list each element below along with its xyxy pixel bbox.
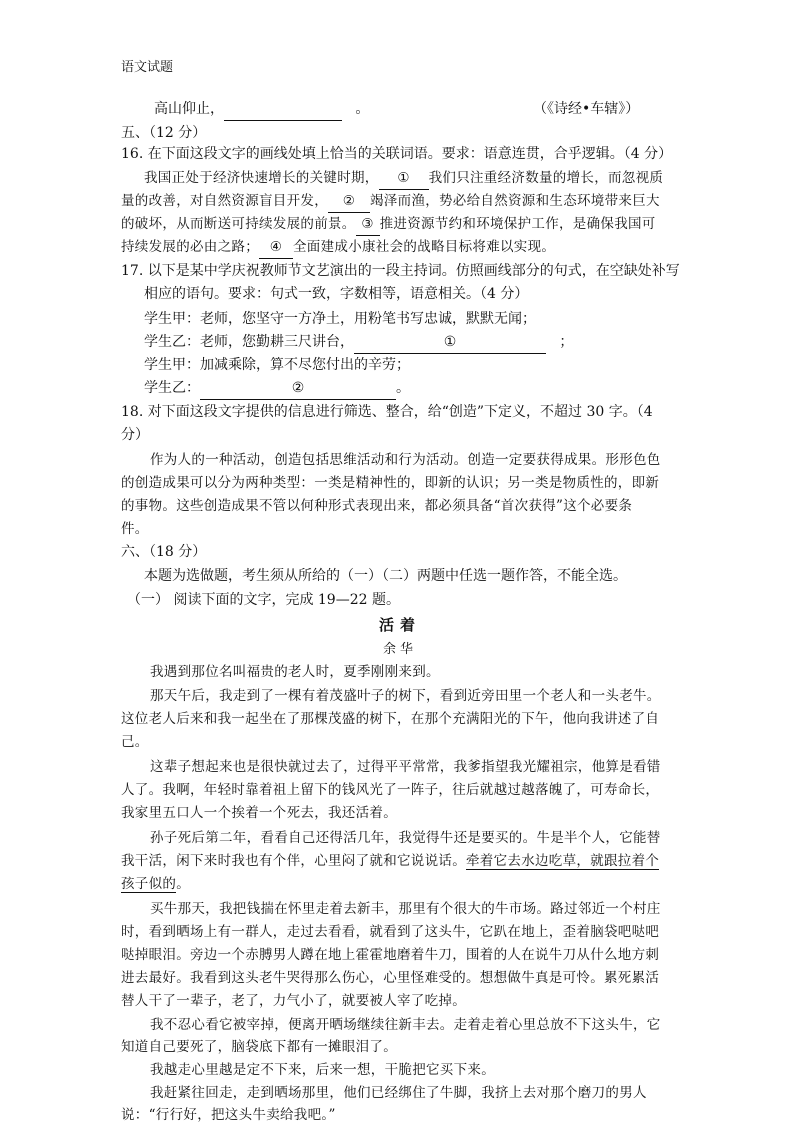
q17-student-b-1	[144, 331, 714, 354]
q17-student-b-2	[144, 377, 714, 400]
q16-text: 持续发展的必由之路；	[121, 239, 259, 255]
story-line: 孙子死后第二年，看看自己还得活几年，我觉得牛还是要买的。牛是半个人，它能替	[150, 830, 661, 846]
poem-suffix: 。	[355, 101, 370, 117]
q16-text: 的破坏，从而断送可持续发展的前景。	[121, 216, 356, 232]
story-line: 知道自己要死了，脑袋底下都有一摊眼泪了。	[121, 1039, 397, 1055]
q18-stem-1: 18. 对下面这段文字提供的信息进行筛选、整合，给“创造”下定义，不超过 30 字。（4	[121, 404, 653, 420]
q16-text: 竭泽而渔，势必给自然资源和生态环境带来巨大	[370, 193, 660, 209]
poem-source: （《诗经•车辖》）	[533, 101, 640, 117]
story-line: 这位老人后来和我一起坐在了那棵茂盛的树下，在那个充满阳光的下午，他向我讲述了自	[121, 711, 660, 727]
q16-line-2	[121, 190, 691, 213]
q16-text: 我国正处于经济快速增长的关键时期，	[144, 170, 379, 186]
q17-text: ；	[559, 334, 574, 350]
q18-stem-2: 分）	[121, 427, 149, 443]
story-line: 我遇到那位名叫福贵的老人时，夏季刚刚来到。	[150, 664, 440, 680]
story-line: 替人干了一辈子，老了，力气小了，就要被人宰了吃掉。	[121, 993, 466, 1009]
q16-blank-1[interactable]: ①	[379, 167, 429, 190]
story-line: 进去最好。我看到这头老牛哭得那么伤心，心里怪难受的。想想做牛真是可怜。累死累活	[121, 970, 660, 986]
q18-para-3: 的事物。这些创造成果不管以何种形式表现出来，都必须具备“首次获得”这个必要条	[121, 498, 633, 514]
story-line: 时，看到晒场上有一群人，走过去看看，就看到了这头牛，它趴在地上，歪着脑袋吧哒吧	[121, 924, 660, 940]
sub-question-1: （一） 阅读下面的文字，完成 19—22 题。	[127, 592, 400, 608]
story-line: 说：“行行好，把这头牛卖给我吧。”	[121, 1107, 336, 1123]
section-6-heading: 六、（18 分）	[121, 544, 207, 560]
story-line: 我赶紧往回走，走到晒场那里，他们已经绑住了牛脚，我挤上去对那个磨刀的男人	[150, 1085, 647, 1101]
q16-blank-3[interactable]: ③	[356, 213, 380, 236]
q17-text: 。	[396, 380, 410, 396]
q16-blank-2[interactable]: ②	[328, 190, 370, 213]
story-text: 。	[176, 876, 191, 892]
story-author: 余华	[382, 642, 417, 657]
poem-prefix: 高山仰止，	[154, 101, 224, 117]
story-line: 人了。我啊，年轻时靠着祖上留下的钱风光了一阵子，往后就越过越落魄了，可寿命长，	[121, 782, 660, 798]
underlined-sentence: 孩子似的	[121, 876, 177, 892]
poem-blank[interactable]	[224, 98, 342, 121]
q17-student-a-2: 学生甲：加减乘除，算不尽您付出的辛劳；	[144, 357, 410, 373]
section-6-intro: 本题为选做题，考生须从所给的（一）（二）两题中任选一题作答，不能全选。	[144, 568, 627, 584]
q16-line-4	[121, 236, 691, 259]
q16-text: 推进资源节约和环境保护工作，是确保我国可	[379, 216, 656, 232]
story-line: 这辈子想起来也是很快就过去了，过得平平常常，我爹指望我光耀祖宗，他算是看错	[150, 759, 661, 775]
q17-text: 学生乙：老师，您勤耕三尺讲台，	[144, 334, 354, 350]
story-line	[121, 873, 691, 895]
story-line: 那天午后，我走到了一棵有着茂盛叶子的树下，看到近旁田里一个老人和一头老牛。	[150, 688, 661, 704]
q16-text: 量的改善，对自然资源盲目开发，	[121, 193, 328, 209]
q17-blank-1[interactable]: ①	[354, 331, 546, 354]
story-line: 我家里五口人一个挨着一个死去，我还活着。	[121, 805, 397, 821]
q16-line-1	[144, 167, 714, 190]
q16-blank-4[interactable]: ④	[259, 236, 293, 259]
story-line: 我不忍心看它被宰掉，便离开晒场继续往新丰去。走着走着心里总放不下这头牛，它	[150, 1017, 661, 1033]
story-line: 哒掉眼泪。旁边一个赤膊男人蹲在地上霍霍地磨着牛刀，围着的人在说牛刀从什么地方刺	[121, 947, 660, 963]
story-text: 我干活，闲下来时我也有个伴，心里闷了就和它说说话。	[121, 853, 466, 869]
q18-para-2: 的创造成果可以分为两种类型：一类是精神性的，即新的认识；另一类是物质性的，即新	[121, 475, 660, 491]
story-line: 我越走心里越是定不下来，后来一想，干脆把它买下来。	[150, 1062, 495, 1078]
story-title: 活着	[378, 616, 421, 634]
q17-text: 学生乙：	[144, 380, 200, 396]
q16-line-3	[121, 213, 691, 236]
underlined-sentence: 牵着它去水边吃草，就跟拉着个	[466, 853, 660, 869]
page-header: 语文试题	[121, 60, 174, 75]
section-5-heading: 五、（12 分）	[121, 125, 207, 141]
story-line: 买牛那天，我把钱揣在怀里走着去新丰，那里有个很大的牛市场。路过邻近一个村庄	[150, 901, 661, 917]
story-line: 己。	[121, 734, 149, 750]
q17-stem-2: 相应的语句。要求：句式一致，字数相等，语意相关。（4 分）	[144, 286, 529, 302]
q16-text: 全面建成小康社会的战略目标将难以实现。	[293, 239, 556, 255]
q16-stem: 16. 在下面这段文字的画线处填上恰当的关联词语。要求：语意连贯，合乎逻辑。（4 分）	[121, 146, 673, 162]
q17-blank-2[interactable]: ②	[200, 377, 396, 400]
q17-stem-1: 17. 以下是某中学庆祝教师节文艺演出的一段主持词。仿照画线部分的句式，在空缺处补写	[121, 263, 680, 279]
q17-student-a-1: 学生甲：老师，您坚守一方净土，用粉笔书写忠诚，默默无闻；	[144, 311, 536, 327]
story-line	[121, 850, 691, 872]
q18-para-1: 作为人的一种活动，创造包括思维活动和行为活动。创造一定要获得成果。形形色色	[150, 452, 661, 468]
q18-para-4: 件。	[121, 521, 149, 537]
q16-text: 我们只注重经济数量的增长，而忽视质	[428, 170, 664, 186]
